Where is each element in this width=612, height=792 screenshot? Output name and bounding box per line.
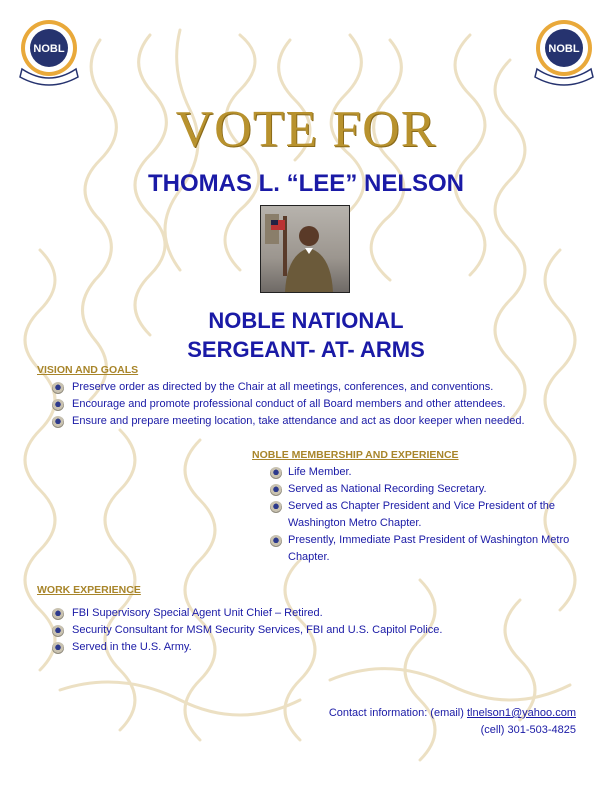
noble-bullet-icon — [52, 608, 64, 620]
list-item: Served as National Recording Secretary. — [288, 483, 487, 495]
position-line-2: SERGEANT- AT- ARMS — [187, 337, 425, 362]
vision-heading: VISION AND GOALS — [37, 364, 139, 376]
noble-bullet-icon — [52, 399, 64, 411]
svg-text:NOBL: NOBL — [548, 43, 580, 55]
noble-bullet-icon — [52, 382, 64, 394]
noble-logo-left — [18, 17, 80, 89]
work-heading: WORK EXPERIENCE — [37, 584, 141, 596]
list-item: FBI Supervisory Special Agent Unit Chief – Retired. — [72, 607, 323, 619]
list-item: Ensure and prepare meeting location, take attendance and act as door keeper when needed. — [72, 415, 525, 427]
contact-email-line — [329, 707, 576, 719]
noble-bullet-icon — [52, 625, 64, 637]
list-item: Served as Chapter President and Vice President of the Washington Metro Chapter. — [288, 500, 556, 529]
noble-bullet-icon — [52, 416, 64, 428]
list-item: Security Consultant for MSM Security Services, FBI and U.S. Capitol Police. — [72, 624, 443, 636]
headline: VOTE FOR — [175, 101, 437, 158]
membership-heading: NOBLE MEMBERSHIP AND EXPERIENCE — [252, 449, 459, 461]
list-item: Preserve order as directed by the Chair at all meetings, conferences, and conventions. — [72, 381, 494, 393]
contact-cell: (cell) 301-503-4825 — [480, 724, 576, 736]
noble-bullet-icon — [270, 501, 282, 513]
list-item: Life Member. — [288, 466, 352, 478]
noble-bullet-icon — [52, 642, 64, 654]
noble-bullet-icon — [270, 467, 282, 479]
svg-text:NOBL: NOBL — [33, 43, 65, 55]
list-item: Presently, Immediate Past President of Washington Metro Chapter. — [288, 534, 570, 563]
email-link[interactable]: tlnelson1@yahoo.com — [466, 707, 576, 719]
noble-logo-right — [533, 17, 595, 89]
candidate-name: THOMAS L. “LEE” NELSON — [147, 170, 464, 197]
noble-bullet-icon — [270, 535, 282, 547]
noble-bullet-icon — [270, 484, 282, 496]
list-item: Served in the U.S. Army. — [72, 641, 192, 653]
contact-label: Contact information: (email) — [328, 707, 464, 719]
candidate-photo — [260, 205, 350, 293]
list-item: Encourage and promote professional conduct of all Board members and other attendees. — [72, 398, 506, 410]
position-line-1: NOBLE NATIONAL — [208, 308, 404, 333]
